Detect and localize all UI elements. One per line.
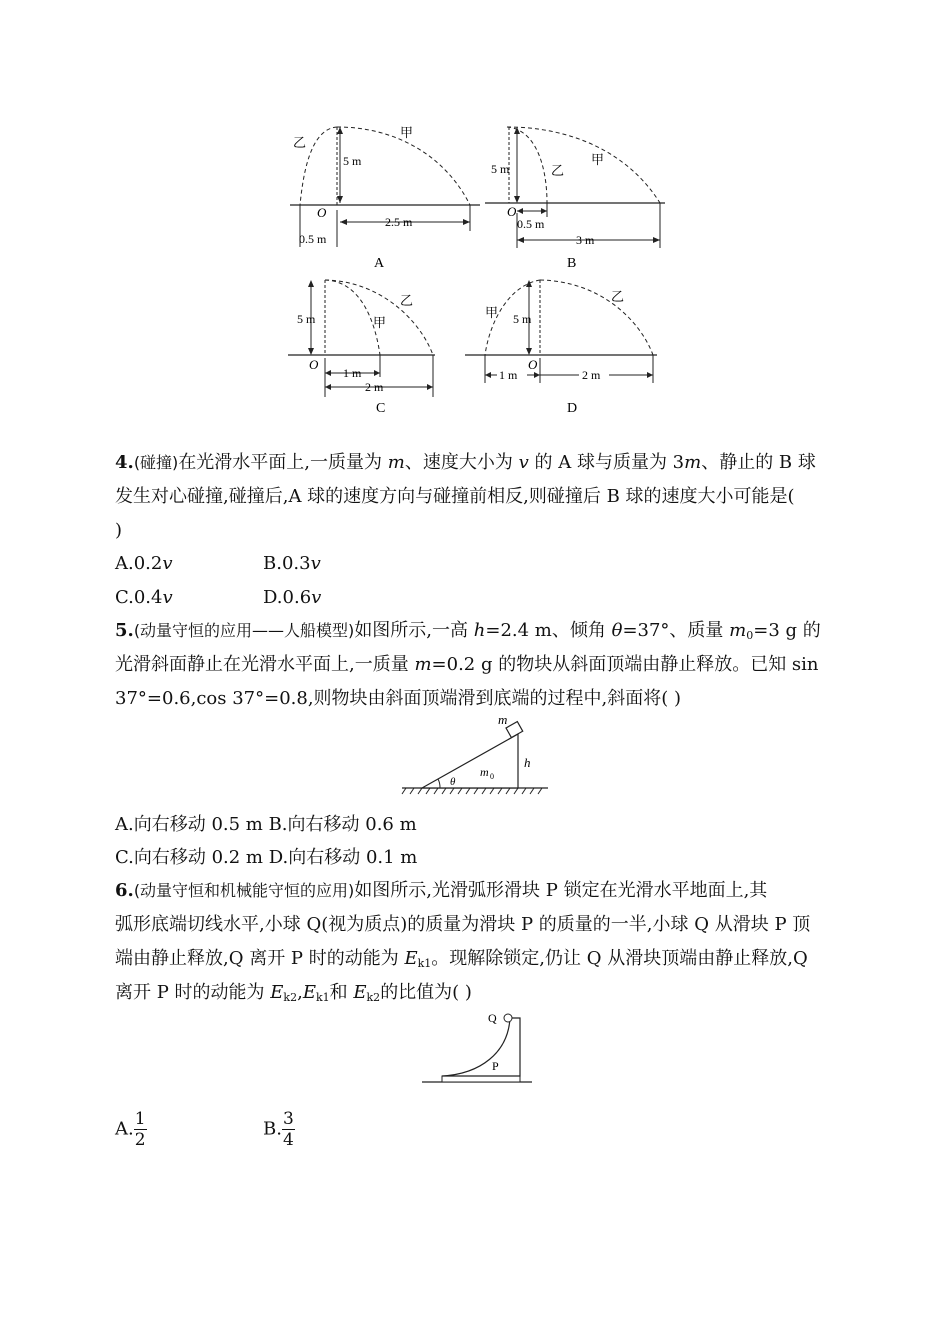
q4-text: 在光滑水平面上,一质量为 bbox=[178, 452, 383, 473]
q4-var-m: m bbox=[684, 452, 702, 473]
panel-c-short-dist: 1 m bbox=[343, 366, 362, 380]
q4-option-a[interactable]: A.0.2v bbox=[115, 553, 173, 574]
panel-b-height: 5 m bbox=[491, 162, 510, 176]
trajectory-figure-svg bbox=[285, 115, 675, 425]
q6-number: 6 bbox=[115, 880, 128, 901]
panel-c-long-dist: 2 m bbox=[365, 380, 384, 394]
q6-line-2: 弧形底端切线水平,小球 Q(视为质点)的质量为滑块 P 的质量的一半,小球 Q 从滑块 P 顶 bbox=[115, 914, 811, 935]
panel-c-height: 5 m bbox=[297, 312, 316, 326]
panel-d-right-dist: 2 m bbox=[582, 368, 601, 382]
panel-d bbox=[465, 280, 657, 416]
panel-c-curve-long: 乙 bbox=[400, 293, 414, 308]
panel-c-origin: O bbox=[309, 357, 319, 372]
panel-b-curve-long: 甲 bbox=[591, 152, 605, 167]
panel-b-long-dist: 3 m bbox=[576, 233, 595, 247]
panel-c bbox=[288, 280, 435, 416]
q6-option-b[interactable]: B. $\frac{3}{4}$ bbox=[263, 1109, 294, 1150]
slider-ball-label: Q bbox=[488, 1011, 497, 1025]
panel-a-height: 5 m bbox=[343, 154, 362, 168]
q4-line-3: ) bbox=[115, 520, 123, 541]
incline-figure bbox=[400, 712, 550, 802]
q6-tag: (动量守恒和机械能守恒的应用) bbox=[133, 881, 355, 900]
q4-text: 、静止的 B 球 bbox=[701, 452, 816, 473]
slider-figure-svg bbox=[420, 1008, 535, 1090]
panel-d-left-dist: 1 m bbox=[499, 368, 518, 382]
panel-b-origin: O bbox=[507, 204, 517, 219]
q4-text: 、速度大小为 bbox=[404, 452, 513, 473]
panel-a-label: A bbox=[374, 256, 385, 271]
panel-b-label: B bbox=[567, 256, 577, 271]
panel-a bbox=[290, 125, 480, 271]
q4-var-m: m bbox=[387, 452, 405, 473]
q5-options-ab[interactable]: A.向右移动 0.5 m B.向右移动 0.6 m bbox=[115, 814, 417, 835]
panel-d-curve-left: 甲 bbox=[485, 305, 499, 320]
panel-d-curve-right: 乙 bbox=[611, 289, 625, 304]
q4-option-c[interactable]: C.0.4v bbox=[115, 587, 173, 608]
q4-line-2: 发生对心碰撞,碰撞后,A 球的速度方向与碰撞前相反,则碰撞后 B 球的速度大小可能是( bbox=[115, 486, 795, 507]
incline-wedge-label: m bbox=[480, 765, 489, 779]
q4-number: 4 bbox=[115, 452, 128, 473]
q6-option-a[interactable]: A. $\frac{1}{2}$ bbox=[115, 1109, 146, 1150]
q5-number: 5 bbox=[115, 620, 128, 641]
incline-figure-svg bbox=[400, 712, 550, 798]
q6-line-3: 端由静止释放,Q 离开 P 时的动能为 $E_{k1}$。现解除锁定,仍让 Q 从滑块顶端由静止释放,Q bbox=[115, 948, 808, 970]
q5-line-2: 光滑斜面静止在光滑水平面上,一质量 m=0.2 g 的物块从斜面顶端由静止释放。已知 sin bbox=[115, 654, 819, 675]
panel-d-origin: O bbox=[528, 357, 538, 372]
panel-a-curve-left: 乙 bbox=[293, 135, 307, 150]
q5-line-3: 37°=0.6,cos 37°=0.8,则物块由斜面顶端滑到底端的过程中,斜面将( ) bbox=[115, 688, 682, 709]
q4-text: 的 A 球与质量为 3 bbox=[534, 452, 685, 473]
q4-var-v: v bbox=[518, 452, 529, 473]
q5-options-cd[interactable]: C.向右移动 0.2 m D.向右移动 0.1 m bbox=[115, 847, 418, 868]
panel-d-height: 5 m bbox=[513, 312, 532, 326]
panel-a-left-dist: 0.5 m bbox=[299, 232, 327, 246]
panel-a-curve-right: 甲 bbox=[400, 125, 414, 140]
incline-block-label: m bbox=[498, 712, 508, 727]
q5-line-1: 5.(动量守恒的应用——人船模型)如图所示,一高 h=2.4 m、倾角 θ=37°、质量 $m_0=3$ g 的 bbox=[115, 620, 821, 642]
q4-line-1: 4.(碰撞)在光滑水平面上,一质量为 m、速度大小为 v 的 A 球与质量为 3m、静止的 B 球 bbox=[115, 452, 816, 473]
q6-line-4: 离开 P 时的动能为 $E_{k2},E_{k1}$和 $E_{k2}$的比值为( ) bbox=[115, 982, 472, 1004]
incline-wedge-sub: 0 bbox=[490, 772, 494, 781]
panel-c-curve-short: 甲 bbox=[373, 315, 387, 330]
incline-angle-label: θ bbox=[450, 776, 456, 788]
panel-b-curve-short: 乙 bbox=[551, 163, 565, 178]
panel-b bbox=[485, 127, 665, 271]
q6-line-1: 6.(动量守恒和机械能守恒的应用)如图所示,光滑弧形滑块 P 锁定在光滑水平地面上,其 bbox=[115, 880, 768, 901]
panel-d-label: D bbox=[567, 401, 578, 416]
q5-tag: (动量守恒的应用——人船模型) bbox=[133, 621, 355, 640]
panel-b-short-dist: 0.5 m bbox=[517, 217, 545, 231]
q4-tag: (碰撞) bbox=[133, 453, 179, 472]
panel-a-origin: O bbox=[317, 205, 327, 220]
slider-block-label: P bbox=[492, 1059, 499, 1073]
trajectory-figure bbox=[285, 115, 675, 429]
panel-c-label: C bbox=[376, 401, 386, 416]
incline-height-label: h bbox=[524, 755, 531, 770]
slider-figure bbox=[420, 1008, 535, 1094]
panel-a-right-dist: 2.5 m bbox=[385, 215, 413, 229]
q4-option-d[interactable]: D.0.6v bbox=[263, 587, 322, 608]
q4-option-b[interactable]: B.0.3v bbox=[263, 553, 321, 574]
